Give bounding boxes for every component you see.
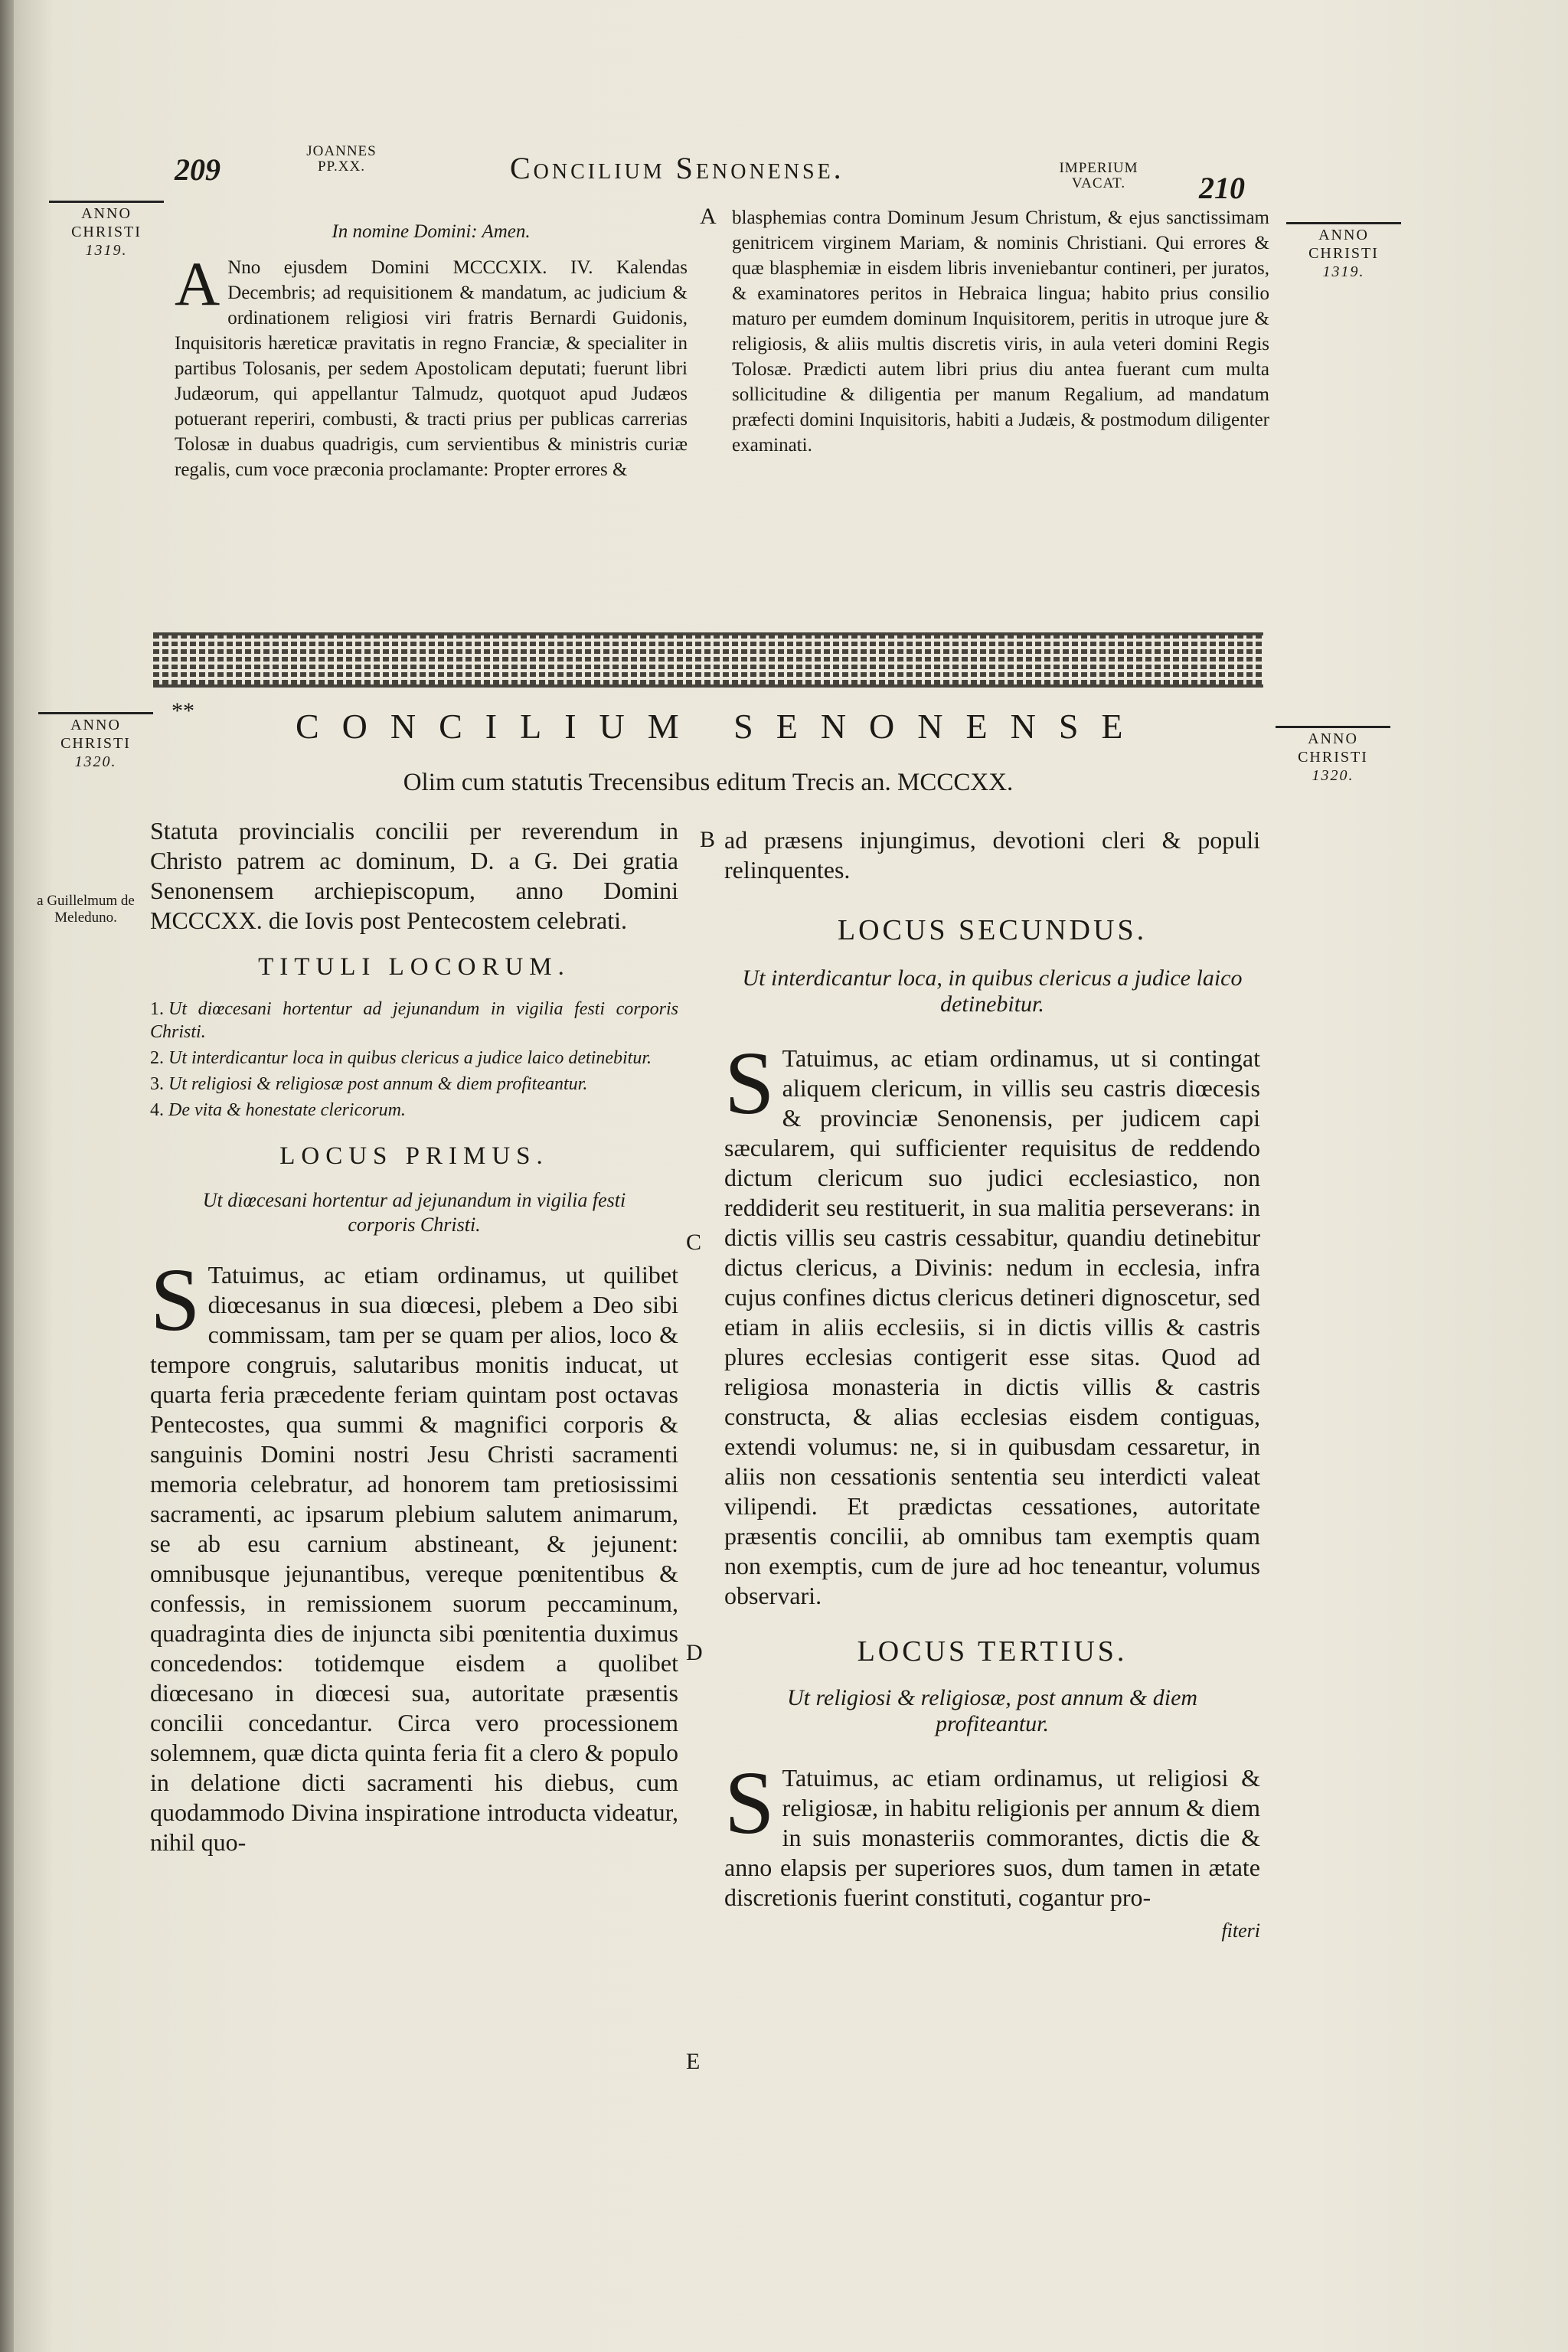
continuation-paragraph: ad præsens injungimus, devotioni cleri & populi relinquentes.	[724, 826, 1260, 884]
paragraph: Nno ejusdem Domini MCCCXIX. IV. Kalendas Decembris; ad requisitionem & mandatum, ac judicium & ordinationem religiosi viri fratris Bernardi Guidonis, Inquisitoris hæreticæ pravitatis in regno Franciæ, & specialiter in partibus Tolosanis, per sedem Apostolicam deputati; fuerunt libri Judæorum, qui appellantur Talmudz, quotquot apud Judæos potuerant reperiri, combusti, & tracti prius per publicas carrerias Tolosæ in duabus quadrigis, cum servientibus & ministris curiæ regalis, cum voce præconia proclamante: Propter errores &	[175, 257, 688, 480]
tituli-number: 4.	[150, 1100, 164, 1120]
drop-cap: S	[150, 1250, 201, 1350]
tituli-item	[150, 998, 678, 1044]
tituli-item	[150, 1099, 678, 1122]
left-body-column	[150, 816, 678, 1857]
tituli-list	[150, 998, 678, 1122]
top-right-column	[732, 205, 1269, 458]
margin-anno-right-top	[1286, 222, 1401, 281]
tituli-text: Ut diœcesani hortentur ad jejunandum in vigilia festi corporis Christi.	[150, 999, 678, 1042]
right-body-column	[724, 825, 1260, 1945]
margin-anno-label: ANNO CHRISTI	[71, 205, 142, 240]
tituli-text: Ut interdicantur loca in quibus clericus a judice laico detinebitur.	[168, 1048, 652, 1068]
margin-anno-left-top	[49, 201, 164, 260]
binding-edge	[0, 0, 14, 2352]
margin-note-guillelmum: a Guillelmum de Meleduno.	[37, 893, 135, 926]
drop-cap: S	[724, 1753, 775, 1853]
margin-rule	[1276, 726, 1390, 728]
locus-primus-subtitle: Ut diœcesani hortentur ad jejunandum in vigilia festi corporis Christi.	[202, 1189, 626, 1236]
margin-anno-left-mid	[38, 712, 153, 771]
top-left-column	[175, 219, 688, 482]
page-number-left: 209	[175, 152, 220, 187]
tituli-number: 2.	[150, 1048, 164, 1068]
locus-secundus-heading: LOCUS SECUNDUS.	[837, 914, 1148, 946]
locus-tertius-heading: LOCUS TERTIUS.	[857, 1635, 1128, 1668]
margin-year: 1320.	[1312, 767, 1354, 784]
margin-anno-label: ANNO CHRISTI	[1298, 730, 1368, 766]
margin-year: 1319.	[1322, 263, 1365, 280]
margin-anno-label: ANNO CHRISTI	[60, 717, 131, 752]
tituli-item	[150, 1047, 678, 1070]
tituli-number: 3.	[150, 1074, 164, 1094]
empire-heading: IMPERIUM VACAT.	[1059, 160, 1138, 191]
catchword: fiteri	[1221, 1919, 1260, 1942]
decorative-ornament-band	[153, 632, 1263, 688]
locus-primus-heading: LOCUS PRIMUS.	[279, 1142, 549, 1170]
main-title: CONCILIUM SENONENSE	[296, 707, 1146, 746]
locus-tertius-text: Tatuimus, ac etiam ordinamus, ut religiosi & religiosæ, in habitu religionis per annum & diem in suis monasteriis commorantes, dictis die & anno elapsis per superiores suos, dum tamen in ætate discretionis fuerint constituti, cogantur pro-	[724, 1764, 1260, 1911]
tituli-heading: TITULI LOCORUM.	[258, 953, 570, 981]
margin-year: 1320.	[74, 753, 117, 770]
section-marker-b: B	[700, 827, 716, 852]
margin-rule	[1286, 222, 1401, 224]
tituli-text: Ut religiosi & religiosæ post annum & diem profiteantur.	[168, 1074, 588, 1094]
title-asterisks: **	[172, 698, 194, 724]
intro-paragraph: Statuta provincialis concilii per reverendum in Christo patrem ac dominum, D. a G. Dei gratia Senonensem archiepiscopum, anno Domini MCCCXX. die Iovis post Pentecostem celebrati.	[150, 817, 678, 934]
locus-tertius-subtitle: Ut religiosi & religiosæ, post annum & diem profiteantur.	[786, 1685, 1198, 1736]
locus-primus-text: Tatuimus, ac etiam ordinamus, ut quilibet diœcesanus in sua diœcesi, plebem a Deo sibi commissam, tam per se quam per alios, loco & tempore congruis, salutaribus monitis inducat, ut quarta feria præcedente feriam quintam post octavas Pentecostes, qua summi & magnifici corporis & sanguinis Domini nostri Jesu Christi sacramenti memoria celebratur, ad honorem tam pretiosissimi sacramenti, ac ipsarum plebium salutem animarum, se ab esu carnium abstineant, & jejunent: omnibusque jejunantibus, vereque pœnitentibus & confessis, in remissionem suorum peccaminum, quadraginta dies de injuncta sibi pœnitentia duximus concedendos: totidemque eisdem a quolibet diœcesano in diœcesi sua, autoritate præsentis concilii concedantur. Circa vero processionem solemnem, quæ dicta quinta feria fit a clero & populo in delatione dicti sacramenti his diebus, cum quodammodo Divina inspiratione introducta videatur, nihil quo-	[150, 1261, 678, 1856]
locus-secundus-text: Tatuimus, ac etiam ordinamus, ut si contingat aliquem clericum, in villis seu castris diœcesis & provinciæ Senonensis, per judicem capi sæcularem, qui sufficienter requisitus de reddendo dictum clericum suo judici ecclesiastico, non reddiderit seu restituerit, in sua malitia perseverans: in dictis villis seu castris cessabitur, quandiu detinebitur dictus clericus, a Divinis: nedum in ecclesia, infra cujus confines dictus clericus detineri dignoscetur, sed etiam in aliis ecclesiis, si in dictis villis & castris plures ecclesias contigerit esse sitas. Quod ad religiosa monasteria in dictis villis & castris constructa, & alias ecclesias eisdem contiguas, extendi volumus: ne, si in quibusdam cessaretur, in aliis non cessationis sententia seu interdicti valeat vilipendi. Et prædictas cessationes, autoritate præsentis concilii, ab omnibus tam exemptis quam non exemptis, cum de jure ad hoc teneantur, volumus observari.	[724, 1044, 1260, 1609]
tituli-text: De vita & honestate clericorum.	[168, 1100, 406, 1120]
margin-year: 1319.	[85, 242, 128, 259]
section-marker-e: E	[686, 2049, 701, 2074]
main-subtitle: Olim cum statutis Trecensibus editum Trecis an. MCCCXX.	[403, 769, 1014, 796]
margin-rule	[38, 712, 153, 714]
section-marker-d: D	[686, 1640, 703, 1665]
section-marker-c: C	[686, 1230, 702, 1255]
pope-heading: JOANNES PP.XX.	[306, 143, 377, 175]
paragraph: blasphemias contra Dominum Jesum Christum, & ejus sanctissimam genitricem virginem Mariam, & nominis Christiani. Qui errores & quæ blasphemiæ in eisdem libris inveniebantur contineri, per juratos, & examinatores peritos in Hebraica lingua; habito prius consilio maturo per eumdem dominum Inquisitorem, peritis in utroque jure & religiosis, & aliis multis discretis viris, in aula veteri domini Regis Tolosæ. Prædicti autem libri prius diu antea fuerant cum multa sollicitudine & diligentia per manum Regalium, ad mandatum præfecti domini Inquisitoris, habiti a Judæis, & postmodum diligenter examinati.	[732, 207, 1269, 456]
running-title: Concilium Senonense.	[510, 151, 844, 185]
tituli-number: 1.	[150, 999, 164, 1019]
drop-cap: A	[175, 249, 220, 318]
margin-anno-label: ANNO CHRISTI	[1308, 227, 1379, 262]
page-number-right: 210	[1199, 171, 1245, 205]
invocation: In nomine Domini: Amen.	[332, 221, 531, 242]
margin-anno-right-mid	[1276, 726, 1390, 785]
drop-cap: S	[724, 1033, 775, 1133]
tituli-item	[150, 1073, 678, 1096]
locus-secundus-subtitle: Ut interdicantur loca, in quibus clericus a judice laico detinebitur.	[742, 965, 1243, 1017]
margin-rule	[49, 201, 164, 203]
section-marker-a: A	[700, 204, 717, 229]
